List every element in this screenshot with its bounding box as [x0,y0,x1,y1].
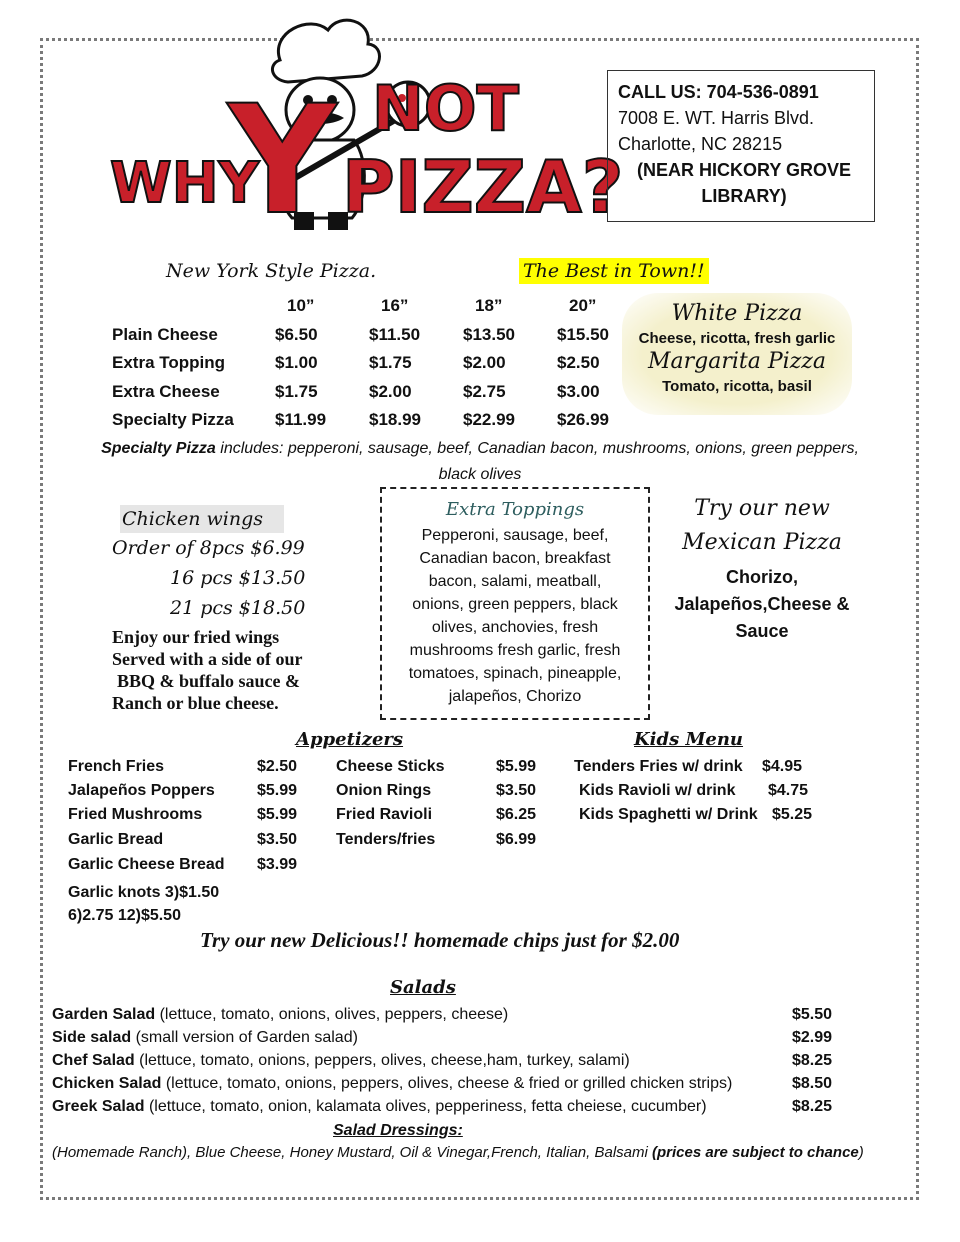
appetizer-name: Tenders/fries [336,831,436,848]
pizza-row-name: Specialty Pizza [112,410,234,430]
appetizer-name: Jalapeños Poppers [68,782,215,799]
topping-line: bacon, salami, meatball, [428,573,602,590]
phone-number[interactable]: CALL US: 704-536-0891 [618,82,819,102]
pizza-row [112,406,651,435]
wings-line: Order of 8pcs $6.99 [112,537,305,559]
salad-price: $8.25 [792,1098,833,1115]
margarita-pizza-desc: Tomato, ricotta, basil [662,378,812,395]
price-cell: $18.99 [369,410,421,430]
price-cell: $15.50 [557,324,609,344]
salad-price: $8.25 [792,1052,833,1069]
price-cell: $11.50 [369,324,421,344]
appetizer-price: $3.50 [257,831,298,848]
salad-desc: (lettuce, tomato, onions, peppers, olives, cheese & fried or grilled chicken strips) [161,1075,733,1092]
topping-line: jalapeños, Chorizo [448,688,582,705]
mexican-body-line: Sauce [735,621,789,641]
salad-row [52,1052,852,1070]
salad-dressings-heading: Salad Dressings: [333,1122,463,1139]
size-18: 18” [475,296,503,316]
address-line1: 7008 E. WT. Harris Blvd. [618,108,815,128]
topping-line: mushrooms fresh garlic, fresh [409,642,621,659]
price-cell: $26.99 [557,410,609,430]
salad-price: $8.50 [792,1075,833,1092]
white-pizza-box [622,293,852,415]
salad-name: Chicken Salad [52,1075,162,1092]
price-cell: $3.00 [557,381,600,401]
wings-desc-line: BBQ & buffalo sauce & [117,671,301,691]
size-16: 16” [381,296,409,316]
specialty-label: Specialty Pizza [101,440,216,457]
appetizer-price: $6.99 [496,831,537,848]
price-cell: $11.99 [275,410,327,430]
price-cell: $2.00 [369,381,412,401]
appetizer-name: French Fries [68,758,165,775]
salad-price: $5.50 [792,1006,833,1023]
contact-box [607,70,875,222]
mexican-body-line: Jalapeños,Cheese & [674,594,850,614]
salad-row [52,1098,852,1116]
mexican-title-line1: Try our new [694,496,830,521]
salad-desc: (lettuce, tomato, onions, olives, peppers, cheese) [155,1006,509,1023]
mexican-body [664,564,860,645]
pizza-row [112,321,651,350]
logo-why-text: WHY [110,151,260,216]
price-cell: $1.00 [275,353,318,373]
logo-pizza-text: PIZZA? [342,145,624,229]
garlic-knots-line1: Garlic knots 3)$1.50 [68,884,220,901]
homemade-chips-promo: Try our new Delicious!! homemade chips just for $2.00 [200,928,680,952]
extra-toppings-list [392,524,638,708]
wings-desc-line: Ranch or blue cheese. [112,693,279,713]
appetizer-price: $3.50 [496,782,537,799]
price-cell: $22.99 [463,410,515,430]
appetizers-heading: Appetizers [296,729,404,750]
logo-not-text: NOT [372,72,519,145]
specialty-note [100,436,860,488]
price-cell: $2.00 [463,353,506,373]
kids-item-price: $5.25 [772,806,813,823]
mexican-title-line2: Mexican Pizza [682,530,842,555]
wings-description [112,626,303,714]
dressings-text: (Homemade Ranch), Blue Cheese, Honey Mustard, Oil & Vinegar,French, Italian, Balsami [52,1144,652,1161]
appetizer-name: Cheese Sticks [336,758,445,775]
logo-y-letter: Y [228,74,337,248]
salad-row [52,1006,852,1024]
appetizer-name: Fried Mushrooms [68,806,203,823]
kids-item-name: Kids Ravioli w/ drink [579,782,736,799]
why-not-pizza-logo [110,12,624,248]
garlic-knots-line2: 6)2.75 12)$5.50 [68,907,181,924]
pizza-style-label: New York Style Pizza. [166,260,377,282]
price-disclaimer: (prices are subject to chance [652,1144,859,1161]
pizza-row [112,349,651,378]
salad-name: Chef Salad [52,1052,135,1069]
topping-line: onions, green peppers, black [412,596,618,613]
salad-desc: (lettuce, tomato, onions, peppers, olives, cheese,ham, turkey, salami) [134,1052,630,1069]
appetizer-name: Garlic Cheese Bread [68,856,225,873]
price-cell: $2.75 [463,381,506,401]
wings-line: 21 pcs $18.50 [170,597,306,619]
margarita-pizza-title: Margarita Pizza [648,349,826,374]
white-pizza-title: White Pizza [671,301,803,326]
topping-line: Canadian bacon, breakfast [419,550,611,567]
extra-toppings-box [380,487,650,720]
pizza-row-name: Extra Cheese [112,381,220,401]
kids-item-name: Tenders Fries w/ drink [574,758,743,775]
salad-row [52,1029,852,1047]
kids-menu-heading: Kids Menu [634,729,744,750]
wings-desc-line: Served with a side of our [112,649,303,669]
pizza-row-name: Extra Topping [112,353,226,373]
tagline: The Best in Town!! [519,258,709,284]
kids-item-price: $4.75 [768,782,809,799]
appetizer-price: $6.25 [496,806,537,823]
salad-price: $2.99 [792,1029,833,1046]
size-20: 20” [569,296,597,316]
salad-desc: (small version of Garden salad) [131,1029,358,1046]
salads-heading: Salads [390,977,456,998]
mexican-pizza-promo [664,492,860,645]
appetizer-price: $5.99 [496,758,537,775]
topping-line: Pepperoni, sausage, beef, [421,527,609,544]
salad-desc: (lettuce, tomato, onion, kalamata olives, pepperiness, fetta cheiese, cucumber) [144,1098,707,1115]
size-10: 10” [287,296,315,316]
salad-name: Side salad [52,1029,132,1046]
appetizer-name: Fried Ravioli [336,806,433,823]
landmark: (NEAR HICKORY GROVE LIBRARY) [636,160,852,206]
appetizer-name: Onion Rings [336,782,432,799]
price-cell: $2.50 [557,353,600,373]
salad-dressings-list [52,1144,864,1161]
pizza-price-table [112,292,651,435]
chicken-wings-title: Chicken wings [120,505,284,533]
appetizer-name: Garlic Bread [68,831,164,848]
price-cell: $13.50 [463,324,515,344]
appetizer-price: $3.99 [257,856,298,873]
topping-line: tomatoes, spinach, pineapple, [408,665,622,682]
salad-name: Garden Salad [52,1006,156,1023]
salad-row [52,1075,852,1093]
kids-item-price: $4.95 [762,758,803,775]
wings-desc-line: Enjoy our fried wings [112,627,280,647]
extra-toppings-title: Extra Toppings [445,499,585,520]
pizza-row [112,378,651,407]
price-cell: $6.50 [275,324,318,344]
size-header-row [112,292,651,321]
salad-name: Greek Salad [52,1098,145,1115]
price-cell: $1.75 [369,353,412,373]
price-cell: $1.75 [275,381,318,401]
appetizer-price: $5.99 [257,782,298,799]
wings-line: 16 pcs $13.50 [170,567,306,589]
pizza-row-name: Plain Cheese [112,324,218,344]
white-pizza-desc: Cheese, ricotta, fresh garlic [638,330,836,347]
mexican-body-line: Chorizo, [726,567,798,587]
topping-line: olives, anchovies, fresh [431,619,599,636]
appetizer-price: $5.99 [257,806,298,823]
specialty-includes: includes: pepperoni, sausage, beef, Canadian bacon, mushrooms, onions, green peppers, black olives [215,440,859,483]
kids-item-name: Kids Spaghetti w/ Drink [579,806,758,823]
address-line2: Charlotte, NC 28215 [618,134,783,154]
appetizer-price: $2.50 [257,758,298,775]
disclaimer-close: ) [858,1144,864,1161]
